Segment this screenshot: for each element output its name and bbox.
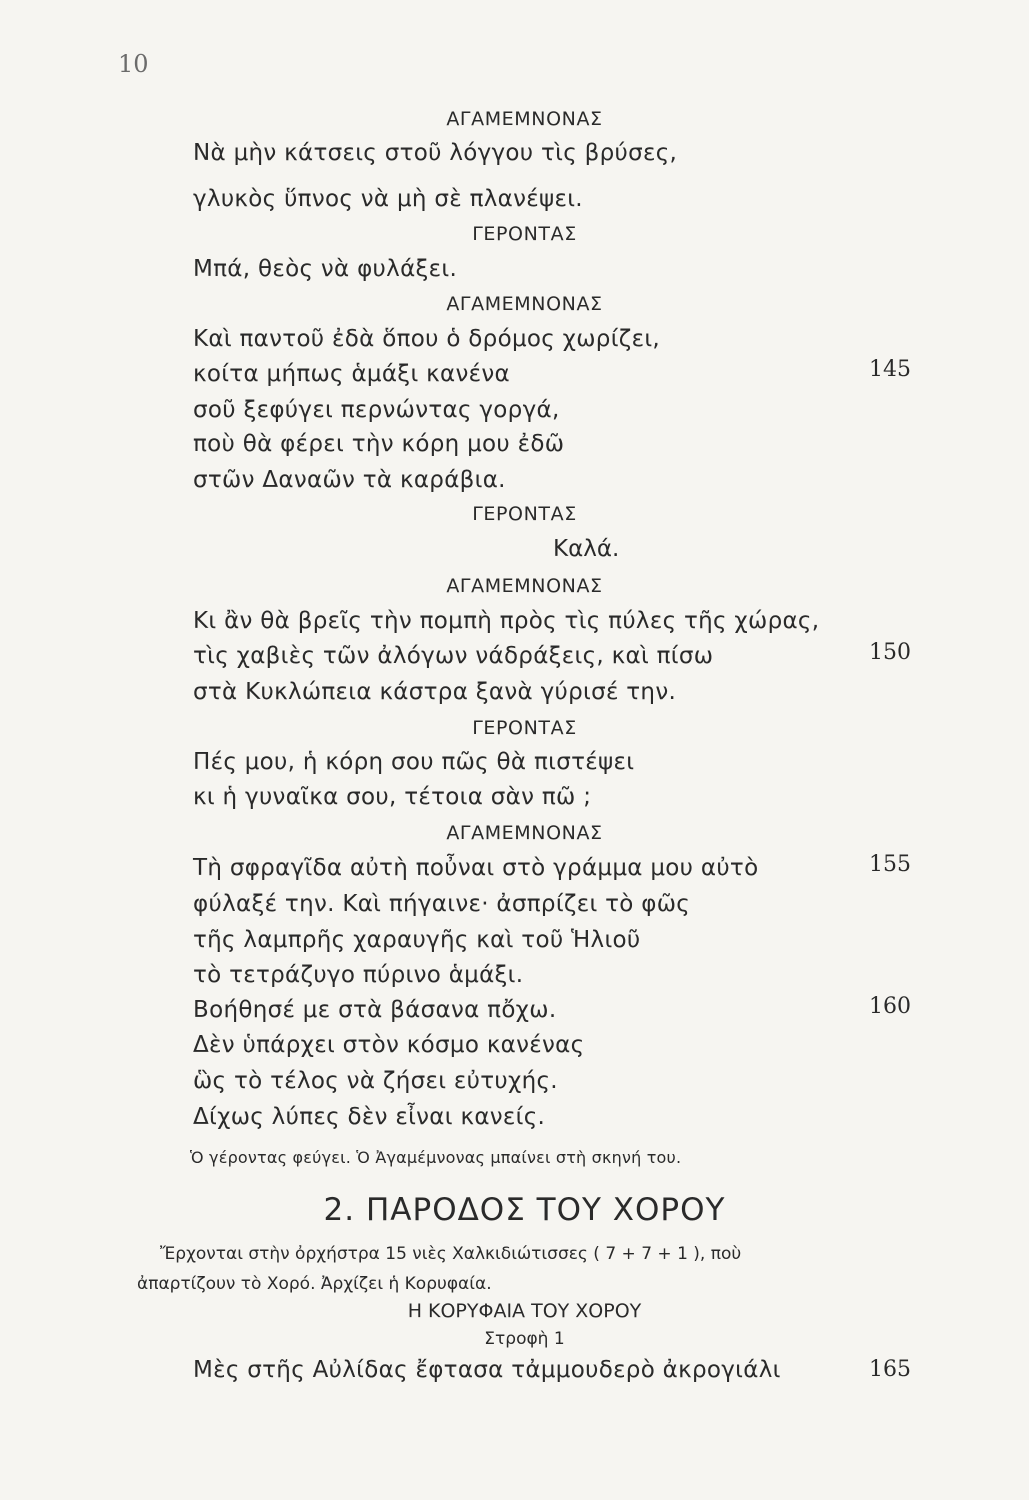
verse-line: Βοήθησέ με στὰ βάσανα πὄχω. (193, 997, 557, 1023)
speaker-label: ΓΕΡΟΝΤΑΣ (472, 223, 577, 245)
speaker-label: ΓΕΡΟΝΤΑΣ (472, 717, 577, 739)
verse-line: Καλά. (553, 536, 620, 562)
verse-line: σοῦ ξεφύγει περνώντας γοργά, (193, 397, 560, 423)
verse-line: Τὴ σφραγῖδα αὐτὴ ποὖναι στὸ γράμμα μου αὐτὸ (193, 855, 759, 881)
verse-line: τὶς χαβιὲς τῶν ἀλόγων νάδράξεις, καὶ πίσω (193, 643, 714, 669)
strophe-label: Στροφὴ 1 (484, 1329, 565, 1349)
line-number: 150 (869, 640, 911, 665)
verse-line: Δὲν ὑπάρχει στὸν κόσμο κανένας (193, 1032, 585, 1058)
verse-line: στῶν Δαναῶν τὰ καράβια. (193, 467, 506, 493)
verse-line: τῆς λαμπρῆς χαραυγῆς καὶ τοῦ Ἡλιοῦ (193, 927, 641, 953)
verse-line: τὸ τετράζυγο πύρινο ἁμάξι. (193, 962, 524, 988)
line-number: 155 (869, 852, 911, 877)
verse-line: κοίτα μήπως ἁμάξι κανένα (193, 361, 510, 387)
line-number: 145 (869, 357, 911, 382)
section-intro: Ἔρχονται στὴν ὀρχήστρα 15 νιὲς Χαλκιδιώτισσες ( 7 + 7 + 1 ), ποὺ (160, 1244, 742, 1264)
stage-direction: Ὁ γέροντας φεύγει. Ὁ Ἀγαμέμνονας μπαίνει στὴ σκηνή του. (190, 1148, 682, 1167)
verse-line: ὣς τὸ τέλος νὰ ζήσει εὐτυχής. (193, 1068, 558, 1094)
line-number: 160 (869, 994, 911, 1019)
speaker-label: ΑΓΑΜΕΜΝΟΝΑΣ (446, 108, 603, 130)
verse-line: Καὶ παντοῦ ἐδὰ ὅπου ὁ δρόμος χωρίζει, (193, 326, 661, 352)
verse-line: γλυκὸς ὕπνος νὰ μὴ σὲ πλανέψει. (193, 186, 583, 212)
verse-line: ποὺ θὰ φέρει τὴν κόρη μου ἐδῶ (193, 431, 565, 457)
verse-line: στὰ Κυκλώπεια κάστρα ξανὰ γύρισέ την. (193, 679, 677, 705)
verse-line: Δίχως λύπες δὲν εἶναι κανείς. (193, 1104, 546, 1130)
speaker-label: ΑΓΑΜΕΜΝΟΝΑΣ (446, 822, 603, 844)
verse-line: Νὰ μὴν κάτσεις στοῦ λόγγου τὶς βρύσες, (193, 140, 678, 166)
speaker-label: ΓΕΡΟΝΤΑΣ (472, 503, 577, 525)
verse-line: Κι ἂν θὰ βρεῖς τὴν πομπὴ πρὸς τὶς πύλες τῆς χώρας, (193, 608, 820, 634)
verse-line: Μπά, θεὸς νὰ φυλάξει. (193, 256, 458, 282)
verse-line: φύλαξέ την. Καὶ πήγαινε· ἀσπρίζει τὸ φῶς (193, 891, 691, 917)
section-title: 2. ΠΑΡΟΔΟΣ ΤΟΥ ΧΟΡΟΥ (323, 1192, 726, 1228)
speaker-label: ΑΓΑΜΕΜΝΟΝΑΣ (446, 293, 603, 315)
line-number: 165 (869, 1357, 911, 1382)
verse-line: κι ἡ γυναῖκα σου, τέτοια σὰν πῶ ; (193, 784, 592, 810)
verse-line: Μὲς στῆς Αὐλίδας ἔφτασα τἀμμουδερὸ ἀκρογιάλι (193, 1357, 781, 1383)
speaker-label: ΑΓΑΜΕΜΝΟΝΑΣ (446, 575, 603, 597)
page-number: 10 (118, 50, 149, 78)
chorus-leader-label: Η ΚΟΡΥΦΑΙΑ ΤΟΥ ΧΟΡΟΥ (407, 1300, 642, 1322)
verse-line: Πές μου, ἡ κόρη σου πῶς θὰ πιστέψει (193, 749, 635, 775)
section-intro: ἀπαρτίζουν τὸ Χορό. Ἀρχίζει ἡ Κορυφαία. (137, 1274, 492, 1294)
